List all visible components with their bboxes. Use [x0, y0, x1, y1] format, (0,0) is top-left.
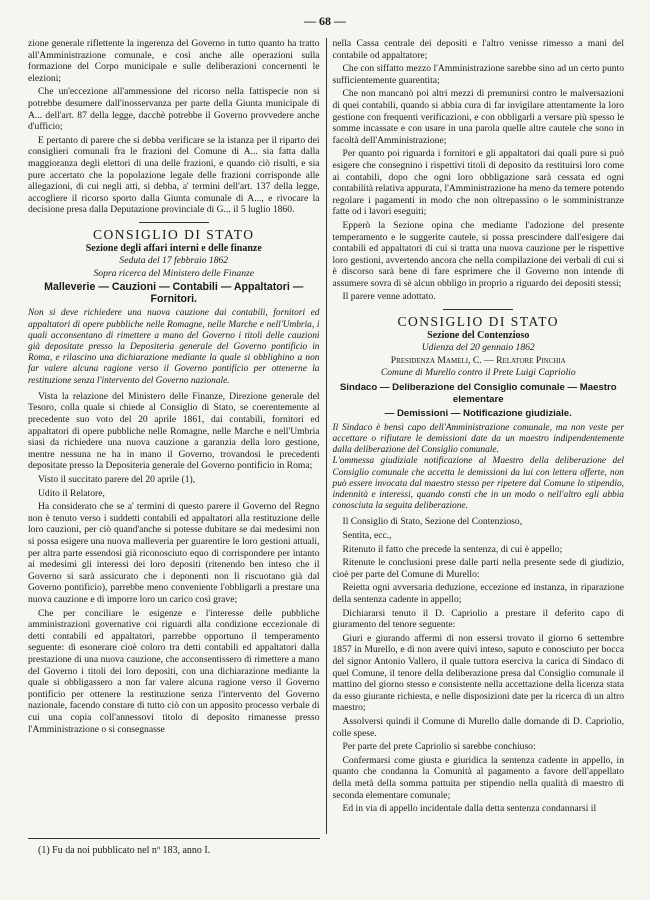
right-paragraph: Che con siffatto mezzo l'Amministrazione sarebbe sino ad un certo punto sufficientemente guarentita; — [332, 63, 624, 86]
page-number: — 68 — — [304, 14, 346, 28]
right-paragraph: Assolversi quindi il Comune di Murello dalle domande di D. Capriolio, colle spese. — [332, 715, 624, 739]
section-title: CONSIGLIO DI STATO — [93, 226, 255, 242]
legal-maxim — [28, 308, 320, 386]
left-paragraph: Ha considerato che se a' termini di questo parere il Governo del Regno non è tenuto verso i suddetti contabili ed appaltatori alla restituzione delle loro cauzioni, per ciò quand'anche si potesse dubitare se dai medesimi non si possa esigere una nuova malleveria per guarentire le loro gestioni attuali, per altra parte essendosi già riconosciuto equo di corrispondere per intanto ai medesimi gli interessi dei loro depositi (ritenendo ben inteso che il Governo si sarà assicurato che i deponenti non li riscuotano già dal Governo pontificio), parrebbe meno conveniente l'obbligarli a prestare una nuova cauzione e di imporre loro un carico così grave; — [28, 501, 320, 605]
maxim-text: Il Sindaco è bensì capo dell'Amministrazione comunale, ma non veste per accettare o rifiutare le demissioni date da un maestro indipendentemente dalla deliberazione del Consiglio comunale. — [332, 422, 624, 456]
right-paragraph: Il Consiglio di Stato, Sezione del Contenzioso, — [342, 516, 523, 528]
left-paragraph: E pertanto di parere che si debba verificare se la istanza per il riparto dei consiglieri comunali fra le frazioni del Comune di A... sia fatta dalla maggioranza degli elettori di una delle frazioni, e quando ciò risulti, e sia pure accertato che la popolazione legale delle frazioni corrisponde alle allegazioni, di cui negli atti, si debba, a' termini dell'art. 137 della legge, accogliere il ricorso sporto dalla Giunta comunale di A..., e rivocare la decisione presa dalla Deputazione provinciale di G... il 5 luglio 1860. — [28, 134, 320, 216]
hearing-date: Udienza del 20 gennaio 1862 — [421, 342, 535, 354]
left-paragraph: Visto il succitato parere del 20 aprile (1), — [38, 474, 196, 486]
right-column — [326, 38, 625, 834]
left-paragraph: Che per conciliare le esigenze e l'interesse delle pubbliche amministrazioni governative coi riguardi alla condizione eccezionale di detti contabili ed appaltatori, parrebbe opportuno il temperamento seguente: di esonerare cioè coloro tra detti contabili ed appaltatori dalla prestazione di una nuova cauzione, che acconsentissero di rimettere a mano del Governo i titoli dei loro depositi, con una dichiarazione mediante la quale si obbligassero a non far valere alcuna ragione verso il Governo pontificio per ottenere la restituzione senza l'intervento del Governo nazionale, facendo constare di tutto ciò con un apposito processo verbale di cui una copia coll'annessovi titolo di deposito rimanesse presso l'Amministrazione o si consegnasse — [28, 607, 320, 735]
subject-heading-continued: — Demissioni — Notificazione giudiziale. — [384, 408, 572, 420]
right-paragraph: Che non mancanò poi altri mezzi di premunirsi contro le malversazioni di quei contabili, quando si abbia cura di far invigilare attentamente la loro gestione con frequenti verificazioni, e con obbligarli a versare più spesso le somme incassate e con usare in una parola quelle altre cautele che sono in facoltà dell'Amministrazione; — [332, 88, 624, 146]
subject-heading: Sindaco — Deliberazione del Consiglio comunale — Maestro elementare — [339, 382, 617, 405]
two-column-body — [28, 38, 624, 834]
section-divider — [443, 309, 513, 310]
section-divider — [139, 222, 209, 223]
left-paragraph: Vista la relazione del Ministero delle Finanze, Direzione generale del Tesoro, colla quale si chiede al Consiglio di Stato, se coerentemente al precedente suo voto del 20 aprile 1861, dai contabili, fornitori ed appaltatori di opere pubbliche nelle Romagne, nelle Marche e nell'Umbria siasi da richiedere una nuova cauzione a garanzia della loro gestione, mentre nessuna ne ha in mano il Governo, trovandosi le precedenti depositate presso la Depositeria generale del Governo pontificio in Roma; — [28, 390, 320, 472]
section-subtitle: Sezione del Contenzioso — [427, 329, 530, 341]
request-note: Sopra ricerca del Ministero delle Finanze — [93, 267, 254, 279]
right-paragraph: Giuri e giurando affermi di non essersi trovato il giorno 6 settembre 1857 in Murello, e di non avere quivi inteso, saputo e conosciuto per bocca del signor Antonio Vallero, il quale tuttora esercìva la carica di Sindaco di quel Comune, il tenore della deliberazione presa dal Consiglio comunale il mattino del giorno stesso e consistente nella accettazione della licenza stata da esso giurante richiesta, e nelle disposizioni date per la ricerca di un altro maestro; — [332, 632, 624, 714]
right-paragraph: Sentita, ecc., — [342, 530, 392, 542]
right-paragraph: Dichiararsi tenuto il D. Capriolio a prestare il deferito capo di giuramento del tenore seguente: — [332, 607, 624, 631]
footnote: (1) Fu da noi pubblicato nel nº 183, anno I. — [38, 845, 211, 856]
session-date: Seduta del 17 febbraio 1862 — [119, 255, 229, 267]
right-paragraph: Il parere venne adottato. — [342, 291, 436, 303]
case-title: Comune di Murello contro il Prete Luigi Capriolio — [380, 367, 576, 379]
subject-heading: Malleverie — Cauzioni — Contabili — Appaltatori — Fornitori. — [44, 281, 304, 305]
right-paragraph: Reietta ogni avversaria deduzione, eccezione ed instanza, in riparazione della sentenza cadente in appello; — [332, 582, 624, 605]
legal-maxim — [333, 423, 625, 513]
maxim-text: Non si deve richiedere una nuova cauzione dai contabili, fornitori ed appaltatori di opere pubbliche nelle Romagne, nelle Marche e nell'Umbria, i quali acconsentano di rimettere a mano del Governo i titoli delle cauzioni già depositate presso la Depositeria generale del Governo pontificio in Roma, e rilascino una dichiarazione mediante la quale si obblighino a non far valere alcuna ragione verso il Governo pontificio per ottenerne la restituzione senza l'intervento del Governo nazionale. — [28, 308, 320, 386]
left-paragraph: Che un'eccezione all'ammessione del ricorso nella fattispecie non si potrebbe desumere dall'inosservanza per parte della Giunta municipale di A... dell'art. 87 della legge, dacchè potrebbe il Governo provvedere anche d'ufficio; — [28, 86, 320, 133]
right-paragraph: Ed in via di appello incidentale dalla detta sentenza condannarsi il — [342, 803, 597, 815]
right-paragraph: Confermarsi come giusta e giuridica la sentenza cadente in appello, in quanto che condanna la Comunità al pagamento a favore dell'appellato della metà della somma pattuita per stipendio nella qualità di maestro di seconda elementare comunale; — [332, 754, 624, 801]
footnote-rule — [28, 838, 320, 839]
presidency-line: Presidenza Mameli, C. — Relatore Pinchia — [390, 354, 566, 366]
section-title: CONSIGLIO DI STATO — [397, 314, 559, 330]
right-paragraph: Epperò la Sezione opina che mediante l'adozione del presente temperamento e le suggerite cautele, si possa prescindere dall'esigere dai contabili ed appaltatori di cui si tratta una nuova cauzione per le rispettive loro gestioni, avvertendo ancora che nella compilazione dei verbali di cui si è discorso sarà bene di fare esprimere che il Governo non intende di assumere sovra di sè alcun obbligo in proprio a riguardo dei depositi stessi; — [332, 219, 624, 289]
right-paragraph: Ritenute le conclusioni prese dalle parti nella presente sede di giudizio, cioè per parte del Comune di Murello: — [332, 557, 624, 580]
left-paragraph: zione generale riflettente la ingerenza del Governo in tutto quanto ha tratto all'Amministrazione comunale, e così anche alle operazioni sulla formazione del Corpo municipale e sulle deliberazioni concernenti le elezioni; — [28, 38, 320, 84]
right-paragraph: Per quanto poi riguarda i fornitori e gli appaltatori dai quali pure si può esigere che consegnino i rispettivi titoli di deposito da restituirsi loro come ai contabili, dopo che ogni loro obbligazione sarà cessata ed ogni contabilità relativa appurata, l'Amministrazione ha meno da temere potendo regolare i pagamenti in modo che non oltrepassino o le somministranze fatte od i lavori eseguiti; — [332, 148, 624, 218]
left-paragraph: Udito il Relatore, — [38, 487, 105, 499]
right-paragraph: nella Cassa centrale dei depositi e l'altro venisse rimesso a mani del contabile od appaltatore; — [332, 38, 624, 61]
right-paragraph: Per parte del prete Capriolio si sarebbe conchiuso: — [342, 741, 536, 753]
section-subtitle: Sezione degli affari interni e delle finanze — [85, 242, 262, 254]
maxim-text: L'ommessa giudiziale notificazione al Maestro della deliberazione del Consiglio comunale che accetta le demissioni da lui con lettera offerte, non può essere invocata dal maestro stesso per ripetere dal Comune lo stipendio, indennità e interessi, quando consti che in un modo o nell'altro egli abbia conosciuta la seguita deliberazione. — [332, 456, 624, 512]
right-paragraph: Ritenuto il fatto che precede la sentenza, di cui è appello; — [342, 543, 563, 555]
left-column — [28, 38, 326, 834]
